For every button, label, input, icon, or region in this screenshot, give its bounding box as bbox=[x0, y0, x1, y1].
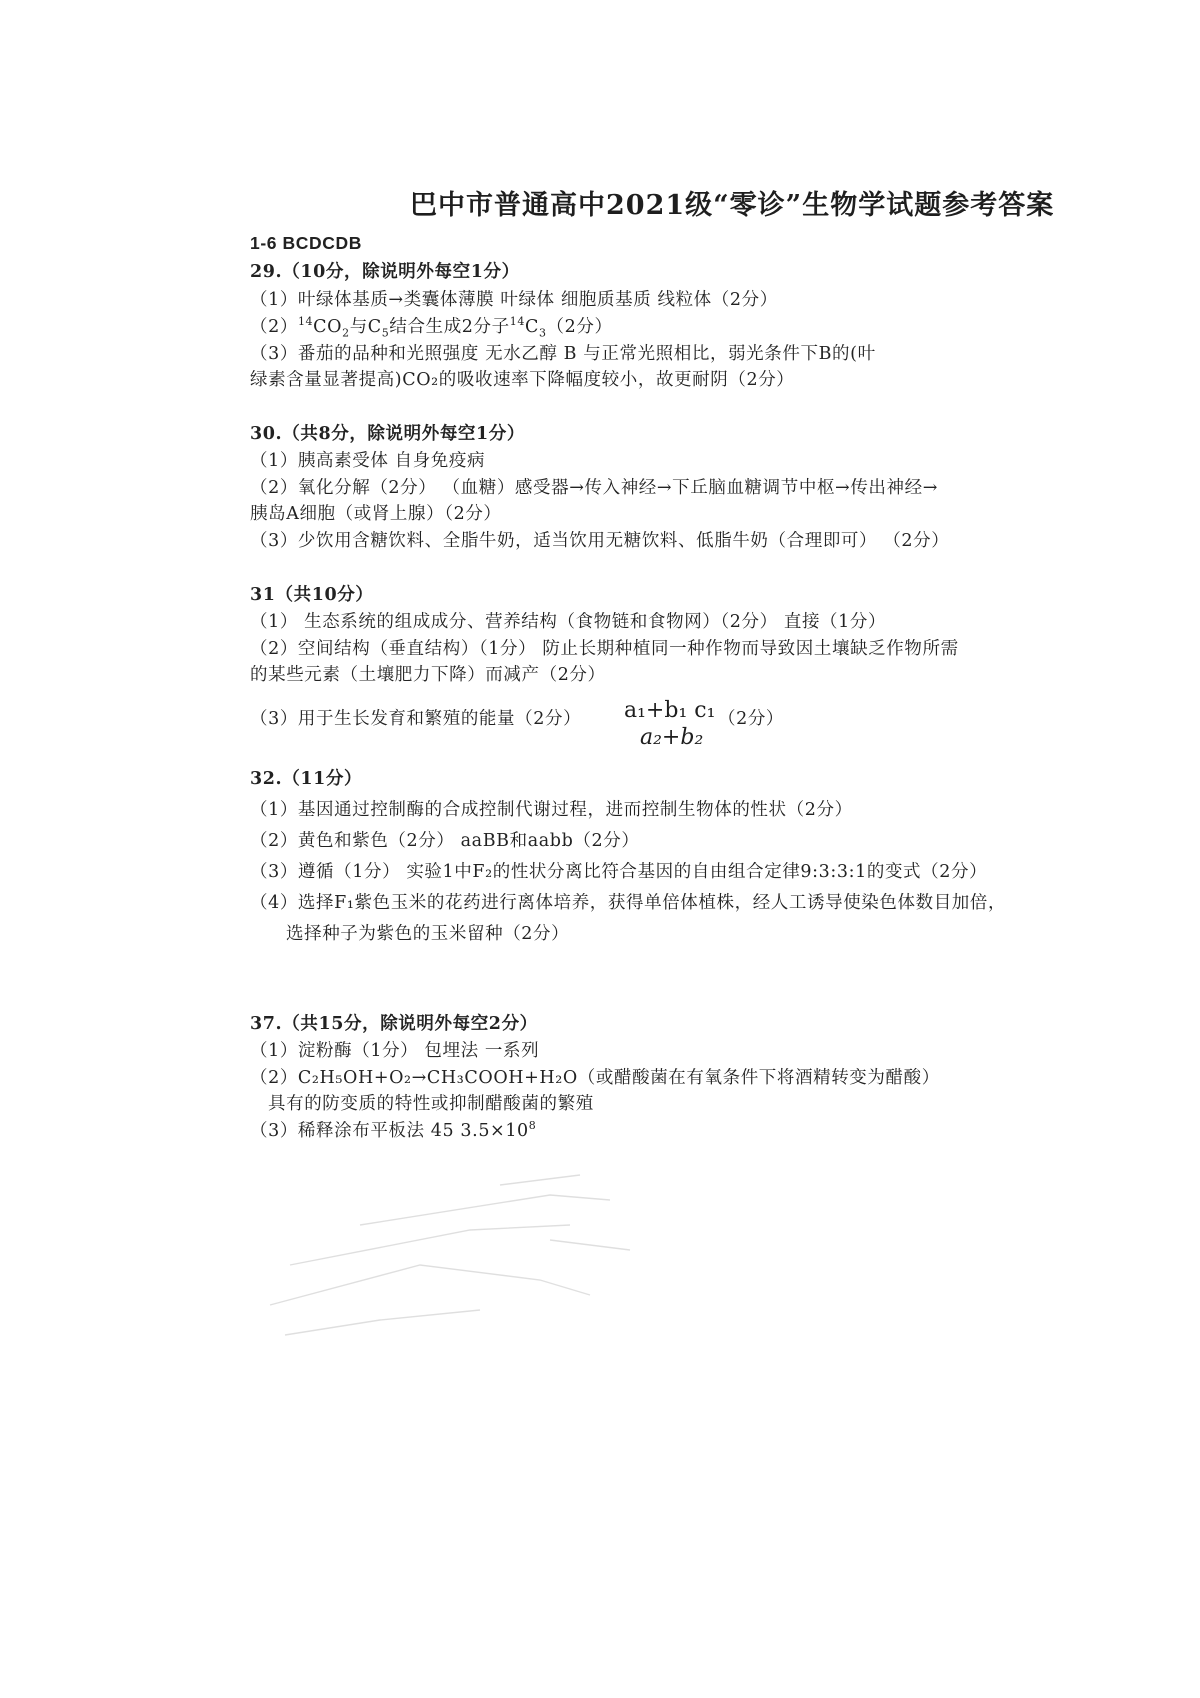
q30-answer-2: （2）氧化分解（2分） （血糖）感受器→传入神经→下丘脑血糖调节中枢→传出神经→ bbox=[250, 478, 938, 498]
q32-answer-2: （2）黄色和紫色（2分） aaBB和aabb（2分） bbox=[250, 831, 640, 851]
isotope-superscript: 14 bbox=[297, 315, 314, 329]
q31-answer-2-cont: 的某些元素（土壤肥力下降）而减产（2分） bbox=[250, 665, 606, 685]
co2-text: CO bbox=[313, 317, 343, 337]
q30-answer-1: （1）胰高素受体 自身免疫病 bbox=[250, 451, 486, 471]
q29-answer-2-prefix: （2） bbox=[250, 317, 298, 337]
q32-answer-4: （4）选择F₁紫色玉米的花药进行离体培养，获得单倍体植株，经人工诱导使染色体数目加倍， bbox=[250, 893, 1007, 913]
q29-answer-2 bbox=[250, 313, 613, 340]
co2-subscript: 2 bbox=[342, 326, 350, 340]
q31-answer-3: （3）用于生长发育和繁殖的能量（2分） bbox=[250, 709, 582, 729]
q31-answer-3-score: （2分） bbox=[718, 709, 785, 729]
c5-text: 与C bbox=[349, 317, 382, 337]
q32-heading: 32.（11分） bbox=[250, 769, 363, 789]
fraction-denominator: a₂+b₂ bbox=[640, 725, 704, 750]
q37-answer-3 bbox=[250, 1117, 536, 1142]
q31-answer-1: （1） 生态系统的组成成分、营养结构（食物链和食物网）（2分） 直接（1分） bbox=[250, 612, 887, 632]
page-title: 巴中市普通高中2021级“零诊”生物学试题参考答案 bbox=[410, 190, 1055, 221]
fraction-numerator: a₁+b₁ c₁ bbox=[624, 698, 716, 723]
q32-answer-1: （1）基因通过控制酶的合成控制代谢过程，进而控制生物体的性状（2分） bbox=[250, 800, 853, 820]
q32-answer-3: （3）遵循（1分） 实验1中F₂的性状分离比符合基因的自由组合定律9:3:3:1的变式（2分） bbox=[250, 862, 988, 882]
q37-answer-2-cont: 具有的防变质的特性或抑制醋酸菌的繁殖 bbox=[268, 1094, 594, 1114]
q37-answer-1: （1）淀粉酶（1分） 包埋法 一系列 bbox=[250, 1041, 540, 1061]
c5-subscript: 5 bbox=[381, 326, 390, 340]
q31-heading: 31（共10分） bbox=[250, 585, 374, 605]
q30-answer-3: （3）少饮用含糖饮料、全脂牛奶，适当饮用无糖饮料、低脂牛奶（合理即可） （2分） bbox=[250, 531, 950, 551]
q37-answer-2: （2）C₂H₅OH+O₂→CH₃COOH+H₂O（或醋酸菌在有氧条件下将酒精转变为醋酸） bbox=[250, 1068, 940, 1088]
q31-answer-2: （2）空间结构（垂直结构）（1分） 防止长期种植同一种作物而导致因土壤缺乏作物所需 bbox=[250, 639, 959, 659]
q29-heading: 29.（10分，除说明外每空1分） bbox=[250, 262, 520, 282]
q29-answer-3-cont: 绿素含量显著提高)CO₂的吸收速率下降幅度较小，故更耐阴（2分） bbox=[250, 370, 795, 390]
scan-smudge bbox=[250, 1170, 690, 1360]
q32-answer-4-cont: 选择种子为紫色的玉米留种（2分） bbox=[286, 924, 570, 944]
q29-answer-2-score: （2分） bbox=[546, 317, 613, 337]
q30-heading: 30.（共8分，除说明外每空1分） bbox=[250, 424, 525, 444]
q30-answer-2-cont: 胰岛A细胞（或肾上腺）（2分） bbox=[250, 504, 502, 524]
q37-heading: 37.（共15分，除说明外每空2分） bbox=[250, 1014, 538, 1034]
multiple-choice-answers: 1-6 BCDCDB bbox=[250, 233, 362, 253]
q29-answer-1: （1）叶绿体基质→类囊体薄膜 叶绿体 细胞质基质 线粒体（2分） bbox=[250, 290, 778, 310]
c3-text: C bbox=[524, 317, 539, 337]
exponent-superscript: 8 bbox=[528, 1119, 537, 1133]
c3-subscript: 3 bbox=[538, 326, 547, 340]
combine-text: 结合生成2分子 bbox=[389, 317, 510, 337]
q29-answer-3: （3）番茄的品种和光照强度 无水乙醇 B 与正常光照相比，弱光条件下B的(叶 bbox=[250, 344, 876, 364]
isotope-superscript-2: 14 bbox=[509, 315, 525, 329]
q37-answer-3-text: （3）稀释涂布平板法 45 3.5×10 bbox=[250, 1121, 529, 1141]
